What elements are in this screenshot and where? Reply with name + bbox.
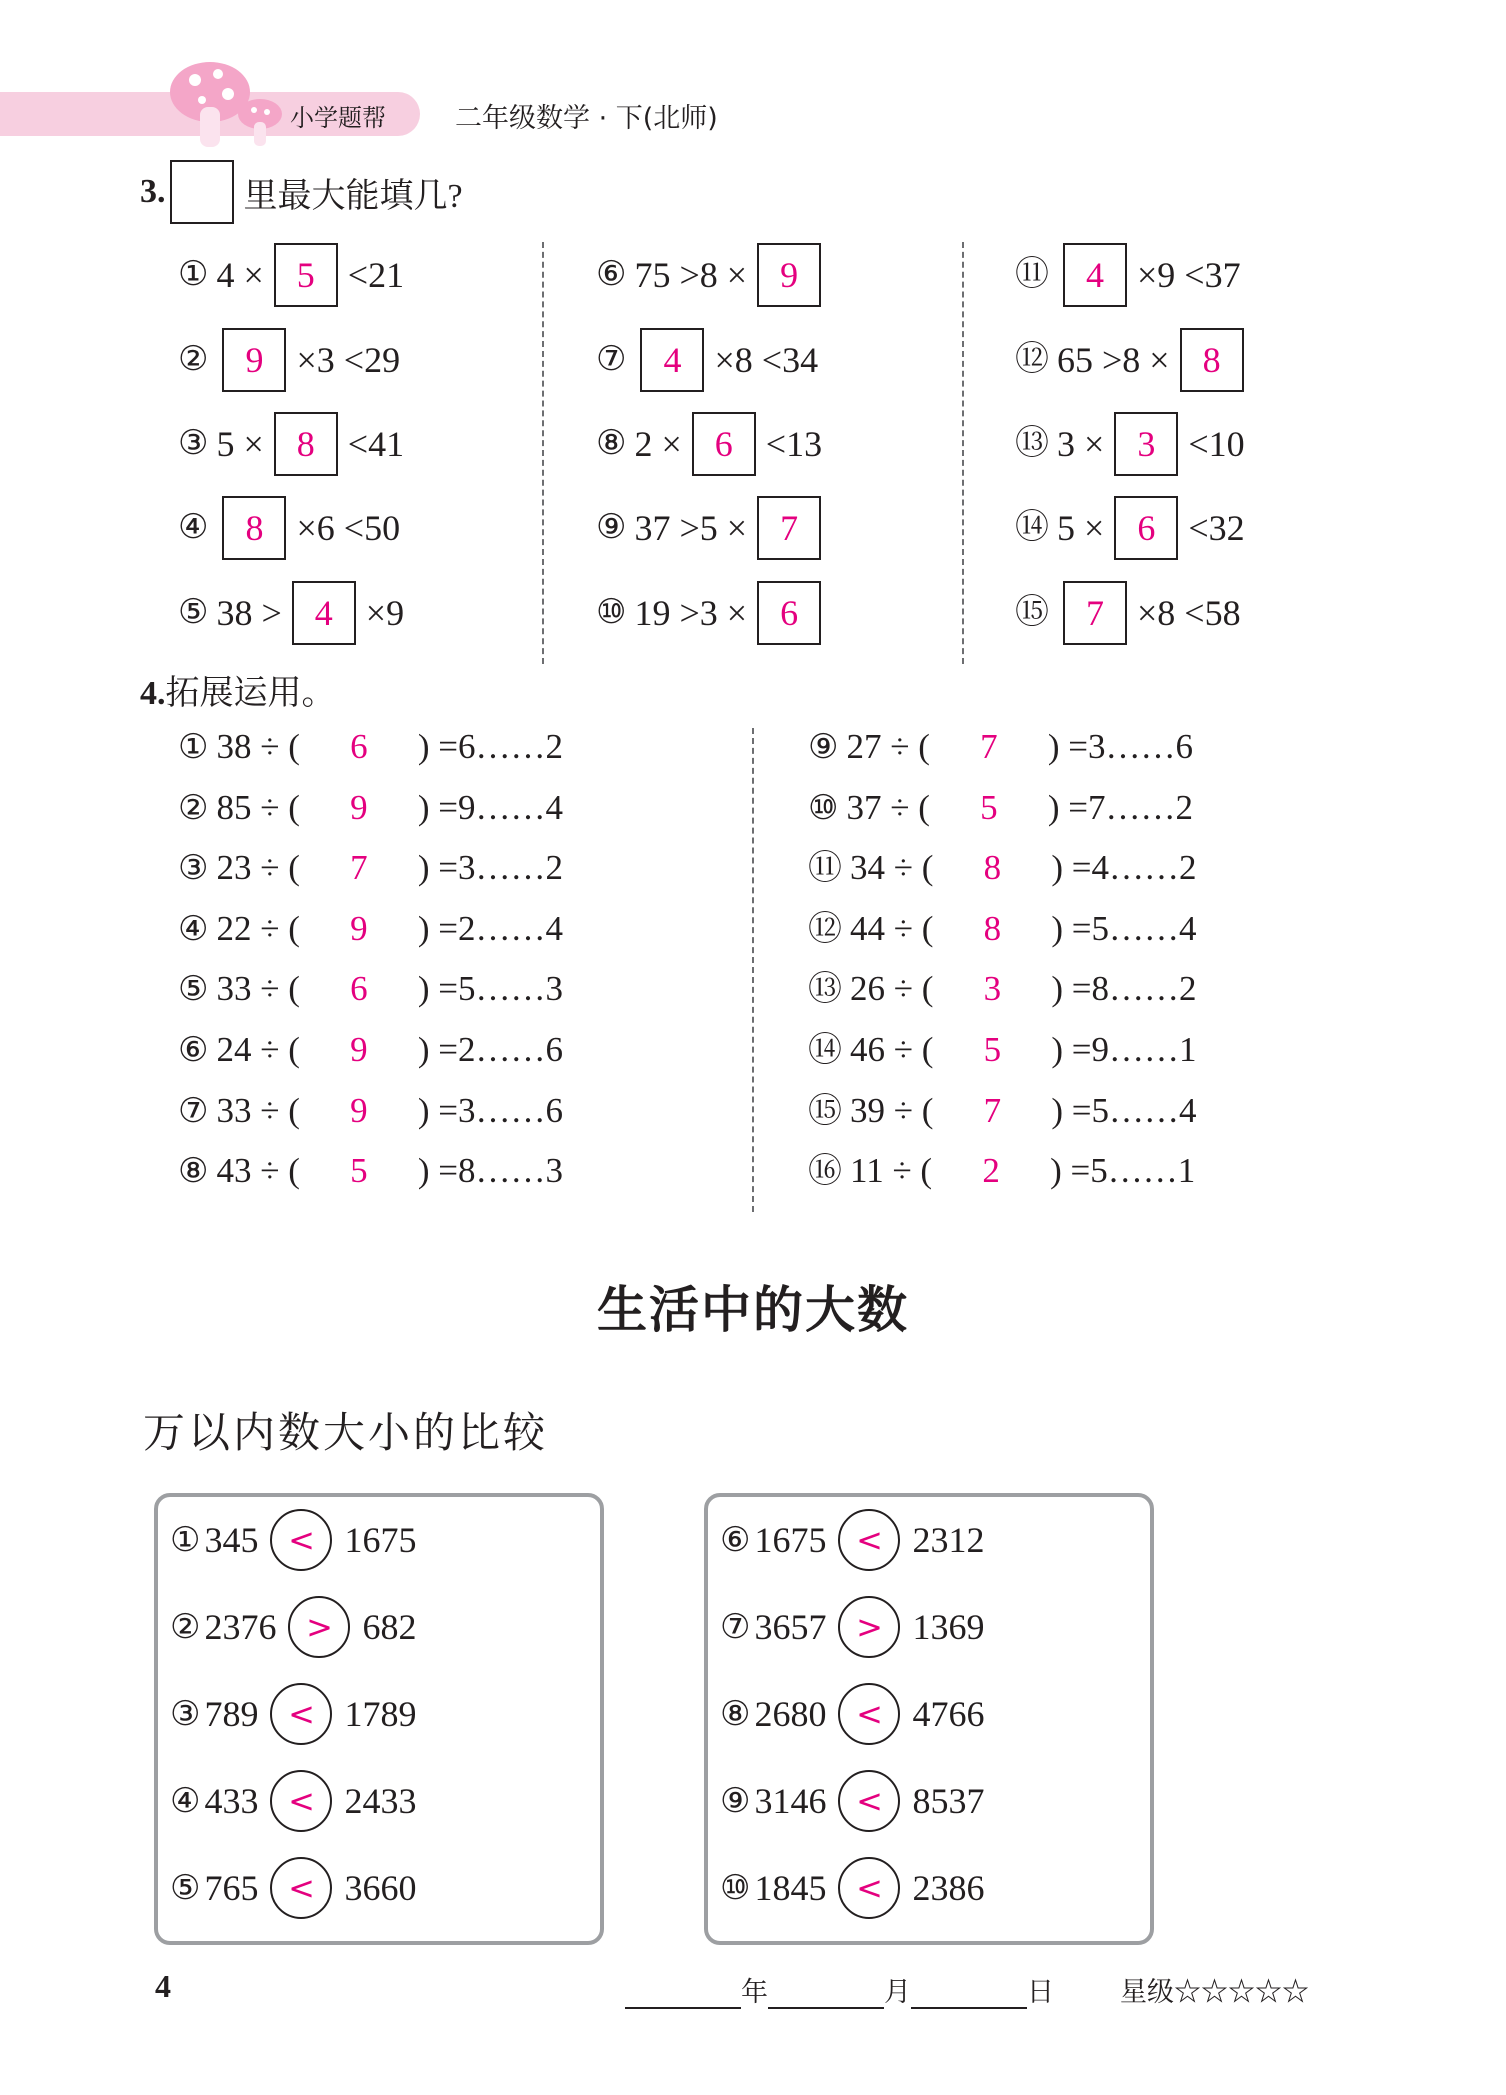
item-number: ⑥ (720, 1522, 751, 1559)
compare-item (170, 1682, 416, 1746)
q4-item (808, 1086, 1197, 1136)
day-blank[interactable] (911, 1979, 1027, 2009)
number-a: 345 (204, 1520, 259, 1560)
item-number: ② (178, 789, 209, 827)
number-b: 1369 (912, 1607, 985, 1647)
q3-item (178, 412, 404, 476)
quotient-remainder: ) =7……2 (1047, 787, 1194, 827)
item-number: ③ (178, 425, 209, 462)
q3-item (1015, 496, 1245, 560)
q4-item (178, 843, 563, 893)
expression-left: 5 × (1057, 508, 1105, 548)
quotient-remainder: ) =9……4 (417, 787, 564, 827)
item-number: ⑥ (178, 1032, 209, 1069)
number-a: 1845 (754, 1868, 827, 1908)
compare-circle[interactable]: < (838, 1509, 900, 1571)
dividend: 46 ÷ ( (850, 1030, 934, 1069)
expression-left: 3 × (1057, 424, 1105, 464)
q4-item (808, 1146, 1195, 1196)
q4-item (808, 904, 1197, 954)
item-number: ⑪ (1015, 256, 1049, 293)
day-label: 日 (1027, 1977, 1054, 2007)
item-number: ⑮ (1015, 594, 1049, 631)
item-number: ② (178, 341, 209, 378)
item-number: ⑤ (178, 594, 209, 631)
item-number: ⑩ (596, 594, 627, 631)
compare-circle[interactable]: > (288, 1596, 350, 1658)
compare-circle[interactable]: < (270, 1509, 332, 1571)
q4-item (178, 964, 563, 1014)
item-number: ⑨ (808, 729, 839, 766)
q3-item (178, 581, 404, 645)
expression-right: ×8 <34 (714, 340, 819, 380)
dividend: 39 ÷ ( (850, 1090, 934, 1130)
expression-left: 2 × (634, 424, 682, 464)
q3-title: 3 . 里最大能填几? (140, 160, 463, 224)
item-number: ⑨ (596, 509, 627, 546)
brand-label: 小学题帮 (290, 104, 386, 132)
compare-circle[interactable]: < (838, 1683, 900, 1745)
expression-left: 65 >8 × (1057, 340, 1170, 380)
item-number: ⑧ (596, 425, 627, 462)
q4-item (178, 904, 563, 954)
number-b: 1789 (344, 1694, 417, 1734)
q3-item (178, 328, 400, 392)
expression-right: <41 (347, 424, 405, 464)
q3-item (178, 243, 404, 307)
q3-item (178, 496, 400, 560)
empty-square-icon (170, 160, 234, 224)
quotient-remainder: ) =4……2 (1051, 848, 1197, 888)
date-line (625, 1970, 1054, 2009)
compare-item (720, 1856, 984, 1920)
quotient-remainder: ) =5……4 (1051, 908, 1197, 948)
item-number: ⑫ (808, 910, 842, 948)
q4-title-text: 拓展运用。 (165, 675, 336, 712)
book-title: 二年级数学 · 下(北师) (455, 103, 718, 134)
answer-box[interactable]: 8 (274, 412, 338, 476)
answer-box[interactable]: 9 (757, 243, 821, 307)
divisor-answer[interactable]: 9 (350, 908, 368, 948)
compare-item (720, 1595, 984, 1659)
divisor-answer[interactable]: 9 (350, 1090, 368, 1130)
quotient-remainder: ) =5……4 (1051, 1090, 1197, 1130)
quotient-remainder: ) =6……2 (417, 727, 564, 766)
item-number: ① (170, 1522, 201, 1559)
number-a: 433 (204, 1781, 259, 1821)
q3-item (596, 581, 831, 645)
compare-item (720, 1769, 984, 1833)
compare-circle[interactable]: < (270, 1857, 332, 1919)
dividend: 33 ÷ ( (216, 1090, 300, 1130)
compare-circle[interactable]: < (270, 1683, 332, 1745)
divisor-answer[interactable]: 7 (983, 1090, 1002, 1130)
number-b: 682 (362, 1607, 417, 1647)
q4-item (808, 843, 1197, 893)
number-b: 4766 (912, 1694, 985, 1734)
compare-item (720, 1508, 984, 1572)
number-a: 789 (204, 1694, 259, 1734)
compare-item (170, 1508, 416, 1572)
q3-item (1015, 412, 1245, 476)
number-a: 2680 (754, 1694, 827, 1734)
answer-box[interactable]: 5 (274, 243, 338, 307)
item-number: ③ (178, 850, 209, 888)
number-b: 1675 (344, 1520, 417, 1560)
expression-right: <13 (765, 424, 823, 464)
q4-number: 4 (140, 675, 157, 712)
divisor-answer[interactable]: 6 (350, 969, 368, 1009)
answer-box[interactable]: 9 (222, 328, 286, 392)
quotient-remainder: ) =9……1 (1051, 1030, 1197, 1069)
number-a: 2376 (204, 1607, 277, 1647)
item-number: ④ (178, 509, 209, 546)
quotient-remainder: ) =3……6 (1047, 727, 1194, 766)
divisor-answer[interactable]: 5 (350, 1151, 368, 1191)
dividend: 34 ÷ ( (850, 848, 934, 888)
item-number: ⑦ (178, 1092, 209, 1130)
q3-item (596, 496, 831, 560)
q4-item (178, 1086, 563, 1136)
expression-right: ×9 (365, 593, 405, 633)
item-number: ⑥ (596, 256, 627, 293)
dividend: 27 ÷ ( (846, 727, 930, 766)
q4-item (178, 783, 563, 833)
divisor-answer[interactable]: 9 (350, 787, 368, 827)
q3-item (1015, 243, 1241, 307)
quotient-remainder: ) =5……3 (417, 969, 564, 1009)
answer-box[interactable]: 7 (757, 496, 821, 560)
number-b: 2433 (344, 1781, 417, 1821)
expression-left: 19 >3 × (634, 593, 748, 633)
expression-left: 37 >5 × (634, 508, 748, 548)
answer-box[interactable]: 6 (1114, 496, 1178, 560)
month-blank[interactable] (768, 1979, 884, 2009)
expression-right: <32 (1188, 508, 1245, 548)
item-number: ⑩ (720, 1870, 751, 1907)
dividend: 85 ÷ ( (216, 787, 300, 827)
dividend: 24 ÷ ( (216, 1030, 300, 1069)
q4-item (808, 1025, 1197, 1075)
divisor-answer[interactable]: 7 (350, 848, 368, 888)
q3-number: 3 (140, 173, 157, 210)
divisor-answer[interactable]: 8 (983, 908, 1002, 948)
page-number: 4 (155, 1968, 171, 2004)
q4-divider (752, 728, 754, 1212)
number-b: 3660 (344, 1868, 417, 1908)
item-number: ⑮ (808, 1092, 842, 1130)
expression-right: ×8 <58 (1137, 593, 1241, 633)
number-b: 2312 (912, 1520, 985, 1560)
item-number: ② (170, 1609, 201, 1646)
number-a: 765 (204, 1868, 259, 1908)
answer-box[interactable]: 6 (757, 581, 821, 645)
expression-right: ×9 <37 (1137, 255, 1241, 295)
compare-item (720, 1682, 984, 1746)
dividend: 38 ÷ ( (216, 727, 300, 766)
expression-left: 38 > (216, 593, 282, 633)
rating-stars[interactable]: 星级☆☆☆☆☆ (1120, 1977, 1309, 2007)
quotient-remainder: ) =8……3 (417, 1151, 564, 1191)
q3-prompt: 里最大能填几? (243, 177, 463, 215)
item-number: ⑧ (720, 1696, 751, 1733)
expression-right: ×3 <29 (296, 340, 401, 380)
item-number: ⑫ (1015, 341, 1049, 378)
dividend: 37 ÷ ( (846, 787, 930, 827)
compare-item (170, 1595, 416, 1659)
q3-item (596, 243, 831, 307)
item-number: ⑦ (720, 1609, 751, 1646)
answer-box[interactable]: 4 (1063, 243, 1127, 307)
divisor-answer[interactable]: 9 (350, 1030, 368, 1069)
item-number: ① (178, 729, 209, 766)
compare-circle[interactable]: < (270, 1770, 332, 1832)
expression-right: <10 (1188, 424, 1245, 464)
item-number: ⑭ (1015, 509, 1049, 546)
q4-item (808, 722, 1193, 772)
number-b: 8537 (912, 1781, 985, 1821)
answer-box[interactable]: 4 (640, 328, 704, 392)
answer-box[interactable]: 7 (1063, 581, 1127, 645)
number-a: 1675 (754, 1520, 827, 1560)
year-blank[interactable] (625, 1979, 741, 2009)
q3-divider-2 (962, 242, 964, 664)
divisor-answer[interactable]: 7 (980, 727, 998, 766)
compare-circle[interactable]: < (838, 1770, 900, 1832)
answer-box[interactable]: 6 (692, 412, 756, 476)
item-number: ④ (170, 1783, 201, 1820)
quotient-remainder: ) =3……2 (417, 848, 564, 888)
q4-item (178, 1146, 563, 1196)
q3-divider-1 (542, 242, 544, 664)
quotient-remainder: ) =2……6 (417, 1030, 564, 1069)
dividend: 11 ÷ ( (850, 1151, 933, 1191)
dividend: 22 ÷ ( (216, 908, 300, 948)
item-number: ⑪ (808, 850, 842, 888)
item-number: ⑩ (808, 789, 839, 827)
month-label: 月 (884, 1977, 911, 2007)
item-number: ⑭ (808, 1032, 842, 1069)
dividend: 26 ÷ ( (850, 969, 934, 1009)
q4-item (808, 783, 1193, 833)
year-label: 年 (741, 1977, 768, 2007)
section-title: 生活中的大数 (597, 1280, 909, 1339)
q3-item (596, 412, 822, 476)
answer-box[interactable]: 8 (1180, 328, 1244, 392)
dividend: 44 ÷ ( (850, 908, 934, 948)
item-number: ⑧ (178, 1153, 209, 1191)
divisor-answer[interactable]: 6 (350, 727, 368, 766)
item-number: ⑤ (178, 971, 209, 1009)
divisor-answer[interactable]: 3 (983, 969, 1002, 1009)
dividend: 33 ÷ ( (216, 969, 300, 1009)
divisor-answer[interactable]: 8 (983, 848, 1002, 888)
compare-circle[interactable]: > (838, 1596, 900, 1658)
divisor-answer[interactable]: 5 (980, 787, 998, 827)
compare-circle[interactable]: < (838, 1857, 900, 1919)
quotient-remainder: ) =5……1 (1050, 1151, 1196, 1191)
q4-item (178, 1025, 563, 1075)
item-number: ⑬ (1015, 425, 1049, 462)
compare-item (170, 1769, 416, 1833)
expression-right: <21 (347, 255, 405, 295)
answer-box[interactable]: 3 (1114, 412, 1178, 476)
item-number: ⑯ (808, 1153, 842, 1191)
item-number: ⑦ (596, 341, 627, 378)
q4-title: 4.拓展运用。 (140, 675, 336, 712)
compare-item (170, 1856, 416, 1920)
expression-left: 5 × (216, 424, 264, 464)
divisor-answer[interactable]: 2 (982, 1151, 1000, 1191)
quotient-remainder: ) =3……6 (417, 1090, 564, 1130)
answer-box[interactable]: 8 (222, 496, 286, 560)
q3-item (1015, 581, 1241, 645)
dividend: 43 ÷ ( (216, 1151, 300, 1191)
number-a: 3146 (754, 1781, 827, 1821)
item-number: ⑤ (170, 1870, 201, 1907)
item-number: ③ (170, 1696, 201, 1733)
number-a: 3657 (754, 1607, 827, 1647)
q3-item (1015, 328, 1254, 392)
mushroom-logo-icon (160, 52, 300, 152)
item-number: ① (178, 256, 209, 293)
item-number: ⑨ (720, 1783, 751, 1820)
quotient-remainder: ) =8……2 (1051, 969, 1197, 1009)
dividend: 23 ÷ ( (216, 848, 300, 888)
expression-left: 4 × (216, 255, 264, 295)
item-number: ④ (178, 910, 209, 948)
answer-box[interactable]: 4 (292, 581, 356, 645)
expression-right: ×6 <50 (296, 508, 401, 548)
section-subtitle: 万以内数大小的比较 (143, 1408, 549, 1457)
q3-item (596, 328, 818, 392)
q4-item (808, 964, 1197, 1014)
divisor-answer[interactable]: 5 (983, 1030, 1002, 1069)
quotient-remainder: ) =2……4 (417, 908, 564, 948)
number-b: 2386 (912, 1868, 985, 1908)
item-number: ⑬ (808, 971, 842, 1009)
expression-left: 75 >8 × (634, 255, 748, 295)
q4-item (178, 722, 563, 772)
